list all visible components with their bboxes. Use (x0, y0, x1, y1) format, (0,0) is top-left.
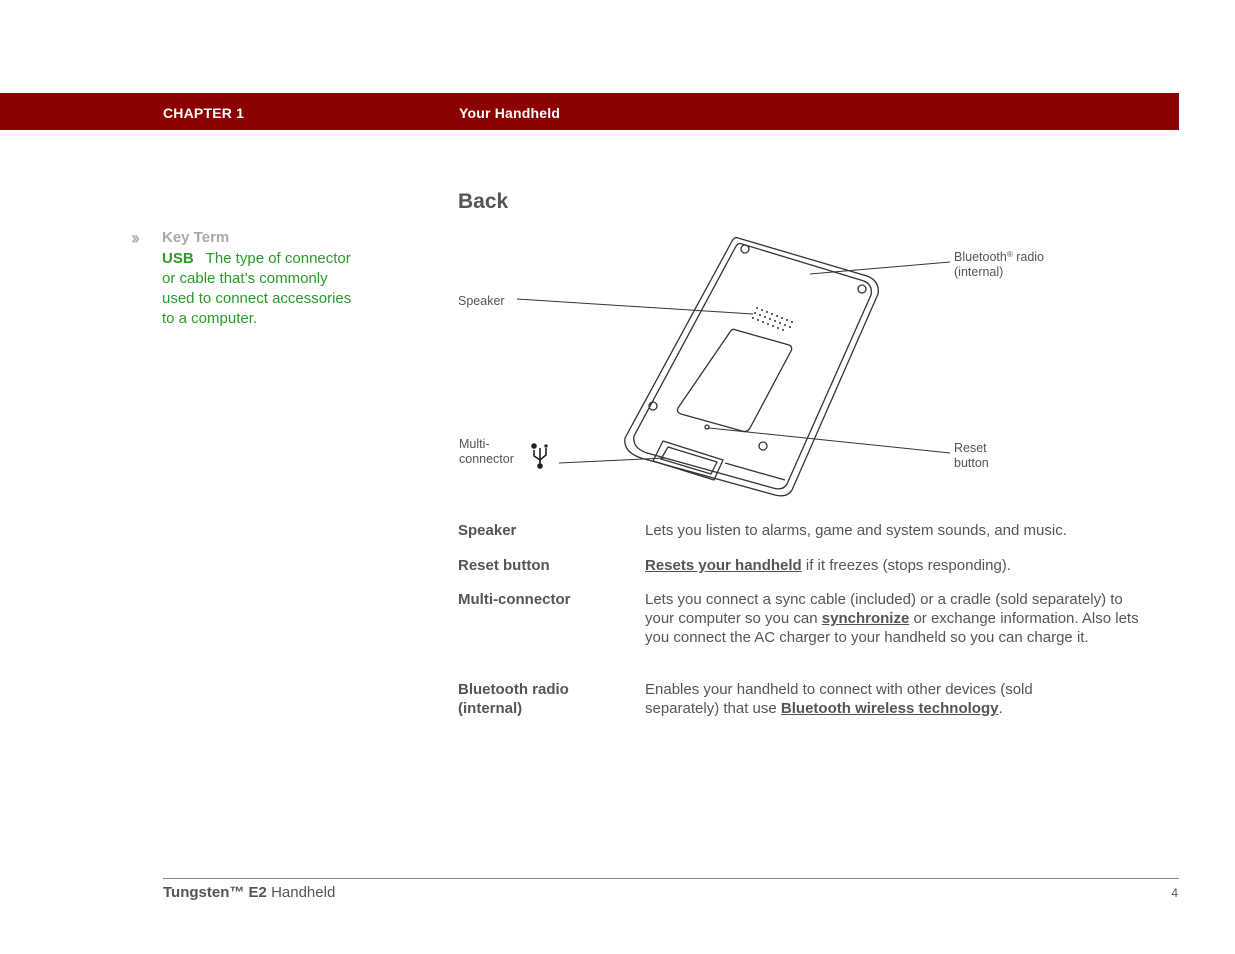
callout-bluetooth (954, 247, 1074, 280)
table-row (458, 521, 1158, 556)
key-term-definition-text: The type of connector or cable that’s commonly used to connect accessories to a computer. (162, 250, 352, 327)
bluetooth-leader (810, 262, 950, 274)
description-text: Enables your handheld to connect with other devices (sold separately) that use (645, 681, 1033, 717)
registered-mark: ® (1006, 250, 1013, 259)
page-number: 4 (1171, 886, 1178, 900)
chapter-title: Your Handheld (459, 105, 561, 121)
description-text: Lets you listen to alarms, game and system sounds, and music. (645, 522, 1067, 539)
double-chevron-icon: ›› (131, 228, 137, 248)
feature-term: Speaker (458, 522, 517, 539)
bluetooth-technology-link[interactable]: Bluetooth wireless technology (780, 700, 999, 717)
description-text: Lets you connect a sync cable (included) or a cradle (sold separately) to your computer so you can (645, 591, 1123, 627)
label-panel (677, 329, 791, 431)
footer-brand: Tungsten™ E2 (163, 884, 267, 901)
feature-term: Reset button (458, 557, 550, 574)
key-term-definition (162, 249, 362, 329)
table-row (458, 590, 1158, 680)
footer-divider (163, 878, 1179, 879)
synchronize-link[interactable]: synchronize (821, 610, 910, 627)
speaker-leader (517, 299, 753, 314)
feature-table (458, 521, 1158, 718)
section-heading: Back (458, 190, 509, 213)
usb-icon (532, 444, 548, 469)
key-term-word: USB (162, 250, 194, 267)
feature-description (645, 521, 1150, 556)
feature-description (645, 556, 1150, 590)
footer-title (163, 884, 335, 902)
description-text: . (998, 700, 1003, 717)
table-row (458, 680, 1158, 718)
callout-bluetooth-pre: Bluetooth (954, 250, 1007, 264)
chapter-label: CHAPTER 1 (163, 105, 245, 121)
handheld-body-inner (634, 244, 872, 489)
footer-product: Handheld (266, 884, 336, 901)
callout-multi-connector: Multi-connector (459, 437, 514, 466)
description-text: or exchange information. Also lets you connect the AC charger to your handheld so you can charge it. (645, 610, 1139, 646)
description-text: if it freezes (stops responding). (801, 557, 1011, 574)
feature-description (645, 590, 1150, 680)
table-row (458, 556, 1158, 590)
callout-speaker: Speaker (458, 294, 505, 308)
feature-description (645, 680, 1085, 718)
speaker-grille (752, 307, 793, 331)
reset-leader (709, 428, 950, 453)
chapter-header-bar (0, 93, 1179, 130)
feature-term: Multi-connector (458, 591, 571, 608)
key-term-label: Key Term (162, 229, 230, 246)
callout-reset-button: Reset button (954, 441, 989, 470)
resets-your-handheld-link[interactable]: Resets your handheld (645, 557, 802, 574)
feature-term: Bluetooth radio (internal) (458, 681, 569, 717)
callout-bluetooth-post: radio (internal) (954, 250, 1045, 279)
